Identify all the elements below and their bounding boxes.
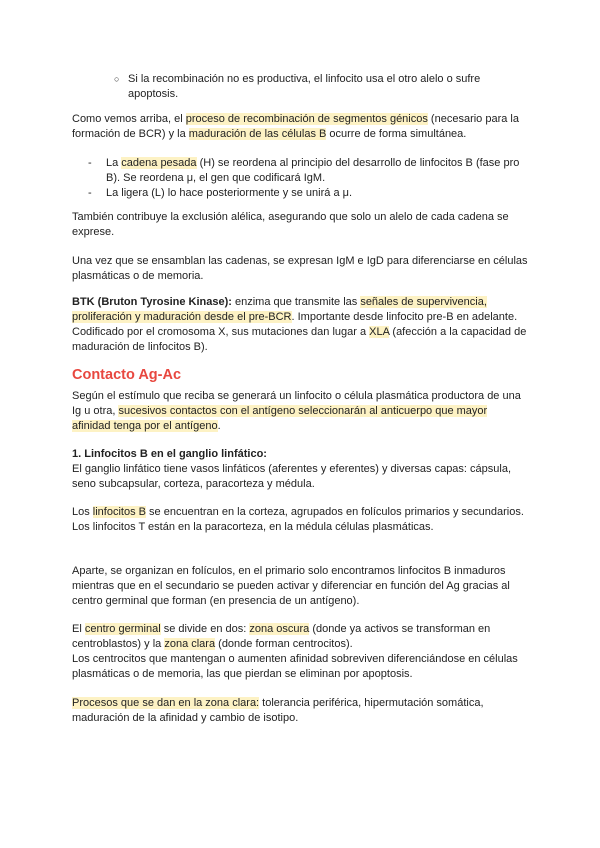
text-run: enzima que transmite las	[231, 296, 361, 308]
text-run: Según el estímulo que reciba se generará un linfocito o célula plasmática productora de una Ig u otra,	[72, 390, 521, 417]
paragraph-recombination	[72, 112, 528, 142]
text-run: (donde ya activos se transforman en centroblastos) y la	[72, 623, 491, 650]
hollow-circle-bullet-icon: ○	[114, 74, 120, 84]
text-run: Los	[72, 506, 93, 518]
highlight-xla: XLA	[369, 326, 390, 338]
text-run: tolerancia periférica, hipermutación somática, maduración de la afinidad y cambio de isotipo.	[72, 697, 484, 724]
paragraph-b-cells-location	[72, 505, 528, 535]
list-item	[88, 156, 528, 186]
text-run: Los linfocitos T están en la paracorteza, en la médula células plasmáticas.	[72, 521, 434, 533]
highlight-dark-zone: zona oscura	[249, 623, 310, 635]
highlight-processes: Procesos que se dan en la zona clara:	[72, 697, 260, 709]
text-run: Una vez que se ensamblan las cadenas, se expresan IgM e IgD para diferenciarse en células plasmáticas o de memoria.	[72, 255, 528, 282]
text-run: Los centrocitos que mantengan o aumenten afinidad sobreviven diferenciándose en células plasmáticas o de memoria, las que pierdan se eliminan por apoptosis.	[72, 653, 518, 680]
btk-term: BTK (Bruton Tyrosine Kinase):	[72, 296, 232, 308]
paragraph-antigen-contact	[72, 389, 528, 434]
subsection-title: 1. Linfocitos B en el ganglio linfático:	[72, 448, 267, 460]
paragraph-follicles	[72, 564, 528, 609]
text-run: También contribuye la exclusión alélica, asegurando que solo un alelo de cada cadena se exprese.	[72, 211, 509, 238]
paragraph-allelic-exclusion	[72, 210, 528, 240]
subsection-text: El ganglio linfático tiene vasos linfáticos (aferentes y eferentes) y diversas capas: cápsula, seno subcapsular, corteza, paracorteza y médula.	[72, 463, 512, 490]
highlight-germinal-center: centro germinal	[84, 623, 161, 635]
text-run: El	[72, 623, 85, 635]
text-run: Como vemos arriba, el	[72, 113, 186, 125]
text-run: (donde forman centrocitos).	[215, 638, 353, 650]
text-run: se divide en dos:	[160, 623, 250, 635]
highlight-b-cells: linfocitos B	[92, 506, 146, 518]
sub-bullet-text: Si la recombinación no es productiva, el linfocito usa el otro alelo o sufre apoptosis.	[128, 73, 481, 100]
dash-bullet-icon: -	[88, 187, 92, 199]
highlight-signals: señales de supervivencia, proliferación y maduración desde el pre-BCR	[72, 296, 487, 323]
paragraph-btk	[72, 295, 528, 355]
text-run: ocurre de forma simultánea.	[326, 128, 467, 140]
paragraph-germinal-center	[72, 622, 528, 682]
list-item	[88, 186, 528, 201]
highlight-maturation: maduración de las células B	[188, 128, 327, 140]
section-lymph-node	[72, 447, 528, 492]
text-run: (necesario para la formación de BCR) y la	[72, 113, 519, 140]
text-run: se encuentran en la corteza, agrupados en folículos primarios y secundarios.	[146, 506, 524, 518]
text-run: La ligera (L) lo hace posteriormente y se unirá a μ.	[106, 187, 353, 199]
text-run: . Importante desde linfocito pre-B en adelante. Codificado por el cromosoma X, sus mutaciones dan lugar a	[72, 311, 518, 338]
dash-list	[88, 156, 528, 201]
highlight-heavy-chain: cadena pesada	[121, 157, 197, 169]
text-run: Aparte, se organizan en folículos, en el primario solo encontramos linfocitos B inmaduros mientras que en el secundario se pueden activar y diferenciar en función del Ag gracias al centro germinal que forman (en presencia de un antígeno).	[72, 565, 510, 607]
sub-bullet-item	[114, 72, 508, 102]
section-heading: Contacto Ag-Ac	[72, 367, 182, 383]
text-run: (H) se reordena al principio del desarrollo de linfocitos B (fase pro B). Se reordena μ, el gen que codificará IgM.	[106, 157, 520, 184]
highlight-recombination: proceso de recombinación de segmentos génicos	[185, 113, 428, 125]
text-run: (afección a la capacidad de maduración de linfocitos B).	[72, 326, 527, 353]
paragraph-igm-igd	[72, 254, 528, 284]
highlight-selection: sucesivos contactos con el antígeno seleccionarán al anticuerpo que mayor afinidad tenga por el antígeno	[72, 405, 488, 432]
highlight-light-zone: zona clara	[164, 638, 216, 650]
dash-bullet-icon: -	[88, 157, 92, 169]
text-run: La	[106, 157, 122, 169]
paragraph-light-zone-processes	[72, 696, 528, 726]
text-run: .	[217, 420, 221, 432]
